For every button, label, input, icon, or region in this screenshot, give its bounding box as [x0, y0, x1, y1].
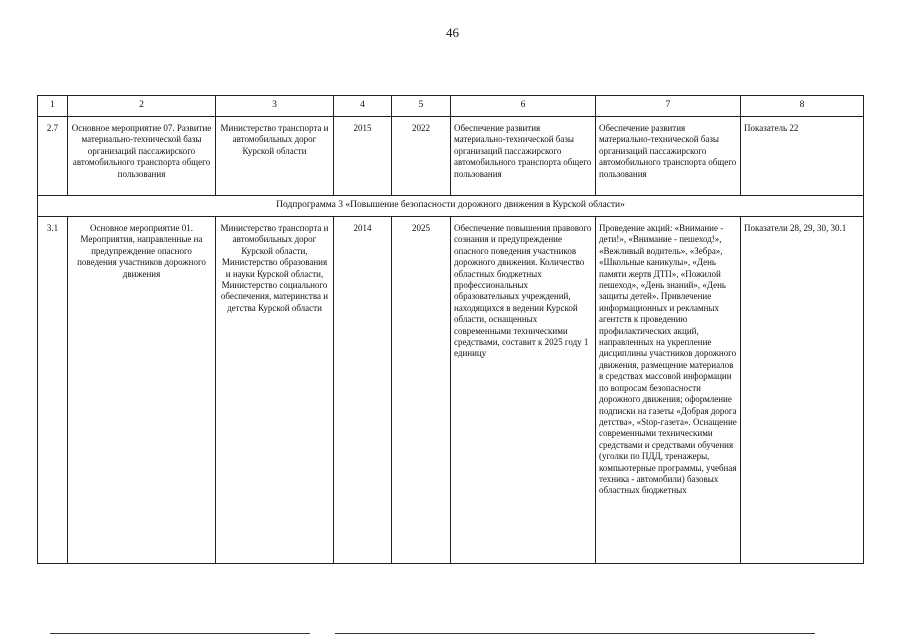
- executor: Министерство транспорта и автомобильных дорог Курской области, Министерство образования и науки Курской области, Министерство социального обеспечения, материнства и детства Курской области: [216, 217, 334, 564]
- indicators: Показатель 22: [741, 117, 864, 196]
- header-cell: 1: [38, 96, 68, 117]
- header-cell: 3: [216, 96, 334, 117]
- header-cell: 8: [741, 96, 864, 117]
- bottom-edge-line: [50, 633, 310, 634]
- table-row: [38, 217, 864, 564]
- end-year: 2022: [392, 117, 451, 196]
- row-number: 2.7: [38, 117, 68, 196]
- main-directions: Обеспечение развития материально-технической базы организаций пассажирского автомобильного транспорта общего пользования: [596, 117, 741, 196]
- expected-result: Обеспечение повышения правового сознания и предупреждение опасного поведения участников дорожного движения. Количество областных бюджетных профессиональных образовательных учреждений, находящихся в ведении Курской области, оснащенных современными техническими средствами, составит к 2025 году 1 единицу: [451, 217, 596, 564]
- header-cell: 4: [334, 96, 392, 117]
- main-directions: Проведение акций: «Внимание - дети!», «Внимание - пешеход!», «Вежливый водитель», «Зебра», «Школьные каникулы», «День памяти жертв ДТП», «Пожилой пешеход», «День знаний», «День защиты детей». Привлечение информационных и рекламных агентств к проведению профилактических акций, направленных на укрепление дисциплины участников дорожного движения, размещение материалов в средствах массовой информации по вопросам безопасности дорожного движения; оформление подписки на газеты «Добрая дорога детства», «Stop-газета». Оснащение современными техническими средствами и средствами обучения (уголки по ПДД, тренажеры, компьютерные программы, учебная техника - автомобили) базовых областных бюджетных: [596, 217, 741, 564]
- expected-result: Обеспечение развития материально-технической базы организаций пассажирского автомобильного транспорта общего пользования: [451, 117, 596, 196]
- row-number: 3.1: [38, 217, 68, 564]
- start-year: 2015: [334, 117, 392, 196]
- subprogram-row: [38, 196, 864, 217]
- start-year: 2014: [334, 217, 392, 564]
- page-number: 46: [446, 25, 459, 40]
- header-row: [38, 96, 864, 117]
- header-cell: 2: [68, 96, 216, 117]
- measure-name: Основное мероприятие 07. Развитие материально-технической базы организаций пассажирского автомобильного транспорта общего пользования: [68, 117, 216, 196]
- header-cell: 6: [451, 96, 596, 117]
- subprogram-title: Подпрограмма 3 «Повышение безопасности дорожного движения в Курской области»: [38, 196, 864, 217]
- header-cell: 7: [596, 96, 741, 117]
- table-row: [38, 117, 864, 196]
- header-cell: 5: [392, 96, 451, 117]
- bottom-edge-line: [335, 633, 815, 634]
- executor: Министерство транспорта и автомобильных дорог Курской области: [216, 117, 334, 196]
- measure-name: Основное мероприятие 01. Мероприятия, направленные на предупреждение опасного поведения участников дорожного движения: [68, 217, 216, 564]
- end-year: 2025: [392, 217, 451, 564]
- indicators: Показатели 28, 29, 30, 30.1: [741, 217, 864, 564]
- measures-table: [37, 95, 864, 564]
